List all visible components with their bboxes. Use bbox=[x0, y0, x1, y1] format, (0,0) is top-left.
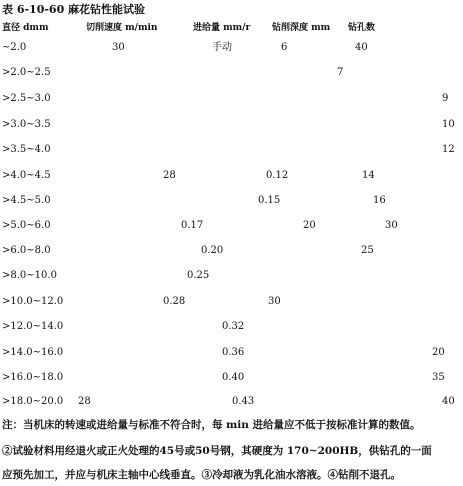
table-title: 表 6-10-60 麻花钻性能试验 bbox=[2, 3, 146, 16]
row-value: 12 bbox=[442, 144, 455, 155]
row-diameter: >3.0~3.5 bbox=[2, 119, 51, 130]
header-cutting-speed: 切削速度 m/min bbox=[86, 23, 158, 33]
row-value: 0.36 bbox=[222, 347, 245, 358]
row-value: 0.20 bbox=[201, 245, 224, 256]
row-value: 20 bbox=[432, 347, 445, 358]
row-value: 0.17 bbox=[181, 220, 204, 231]
row-value: 0.40 bbox=[222, 372, 245, 383]
row-speed: 30 bbox=[112, 42, 125, 53]
row-diameter: >12.0~14.0 bbox=[2, 321, 64, 332]
row-value: 30 bbox=[385, 220, 398, 231]
row-value: 28 bbox=[78, 396, 91, 407]
row-feed: 手动 bbox=[212, 42, 232, 53]
row-value: 0.43 bbox=[232, 396, 255, 407]
row-value: 0.25 bbox=[187, 270, 210, 281]
row-value: 28 bbox=[163, 170, 176, 181]
row-value: 20 bbox=[303, 220, 316, 231]
header-diameter: 直径 dmm bbox=[2, 23, 49, 33]
header-hole-count: 钻孔数 bbox=[348, 23, 376, 33]
row-value: 9 bbox=[442, 93, 449, 104]
row-diameter: >16.0~18.0 bbox=[2, 372, 64, 383]
row-value: 14 bbox=[362, 170, 375, 181]
row-diameter: >18.0~20.0 bbox=[2, 396, 64, 407]
row-diameter: >6.0~8.0 bbox=[2, 245, 51, 256]
row-diameter: >5.0~6.0 bbox=[2, 220, 51, 231]
row-value: 40 bbox=[442, 396, 455, 407]
header-feed: 进给量 mm/r bbox=[193, 23, 251, 33]
row-value: 35 bbox=[432, 372, 445, 383]
row-diameter: >2.0~2.5 bbox=[2, 67, 51, 78]
row-diameter: >14.0~16.0 bbox=[2, 347, 64, 358]
note-line: 注：当机床的转速或进给量与标准不符合时，每 min 进给量应不低于按标准计算的数值。 bbox=[2, 419, 421, 431]
row-value: 30 bbox=[268, 296, 281, 307]
row-value: 10 bbox=[442, 119, 455, 130]
row-value: 16 bbox=[373, 195, 386, 206]
header-depth: 钻削深度 mm bbox=[272, 23, 331, 33]
row-diameter: >4.0~4.5 bbox=[2, 170, 51, 181]
row-value: 7 bbox=[337, 67, 344, 78]
row-diameter: >10.0~12.0 bbox=[2, 296, 64, 307]
row-hole-count: 40 bbox=[355, 42, 368, 53]
row-value: 25 bbox=[361, 245, 374, 256]
note-line: ②试验材料用经退火或正火处理的45号或50号钢，其硬度为 170~200HB，供钻孔的一面 bbox=[2, 445, 432, 457]
row-diameter: >2.5~3.0 bbox=[2, 93, 51, 104]
row-diameter: >4.5~5.0 bbox=[2, 195, 51, 206]
row-diameter: >8.0~10.0 bbox=[2, 270, 57, 281]
row-value: 0.32 bbox=[222, 321, 245, 332]
row-value: 0.12 bbox=[266, 170, 289, 181]
row-diameter: ~2.0 bbox=[2, 42, 27, 53]
row-value: 0.15 bbox=[258, 195, 281, 206]
row-depth: 6 bbox=[281, 42, 288, 53]
row-value: 0.28 bbox=[163, 296, 186, 307]
row-diameter: >3.5~4.0 bbox=[2, 144, 51, 155]
note-line: 应预先加工，并应与机床主轴中心线垂直。③冷却液为乳化油水溶液。④钻削不退孔。 bbox=[2, 469, 401, 481]
